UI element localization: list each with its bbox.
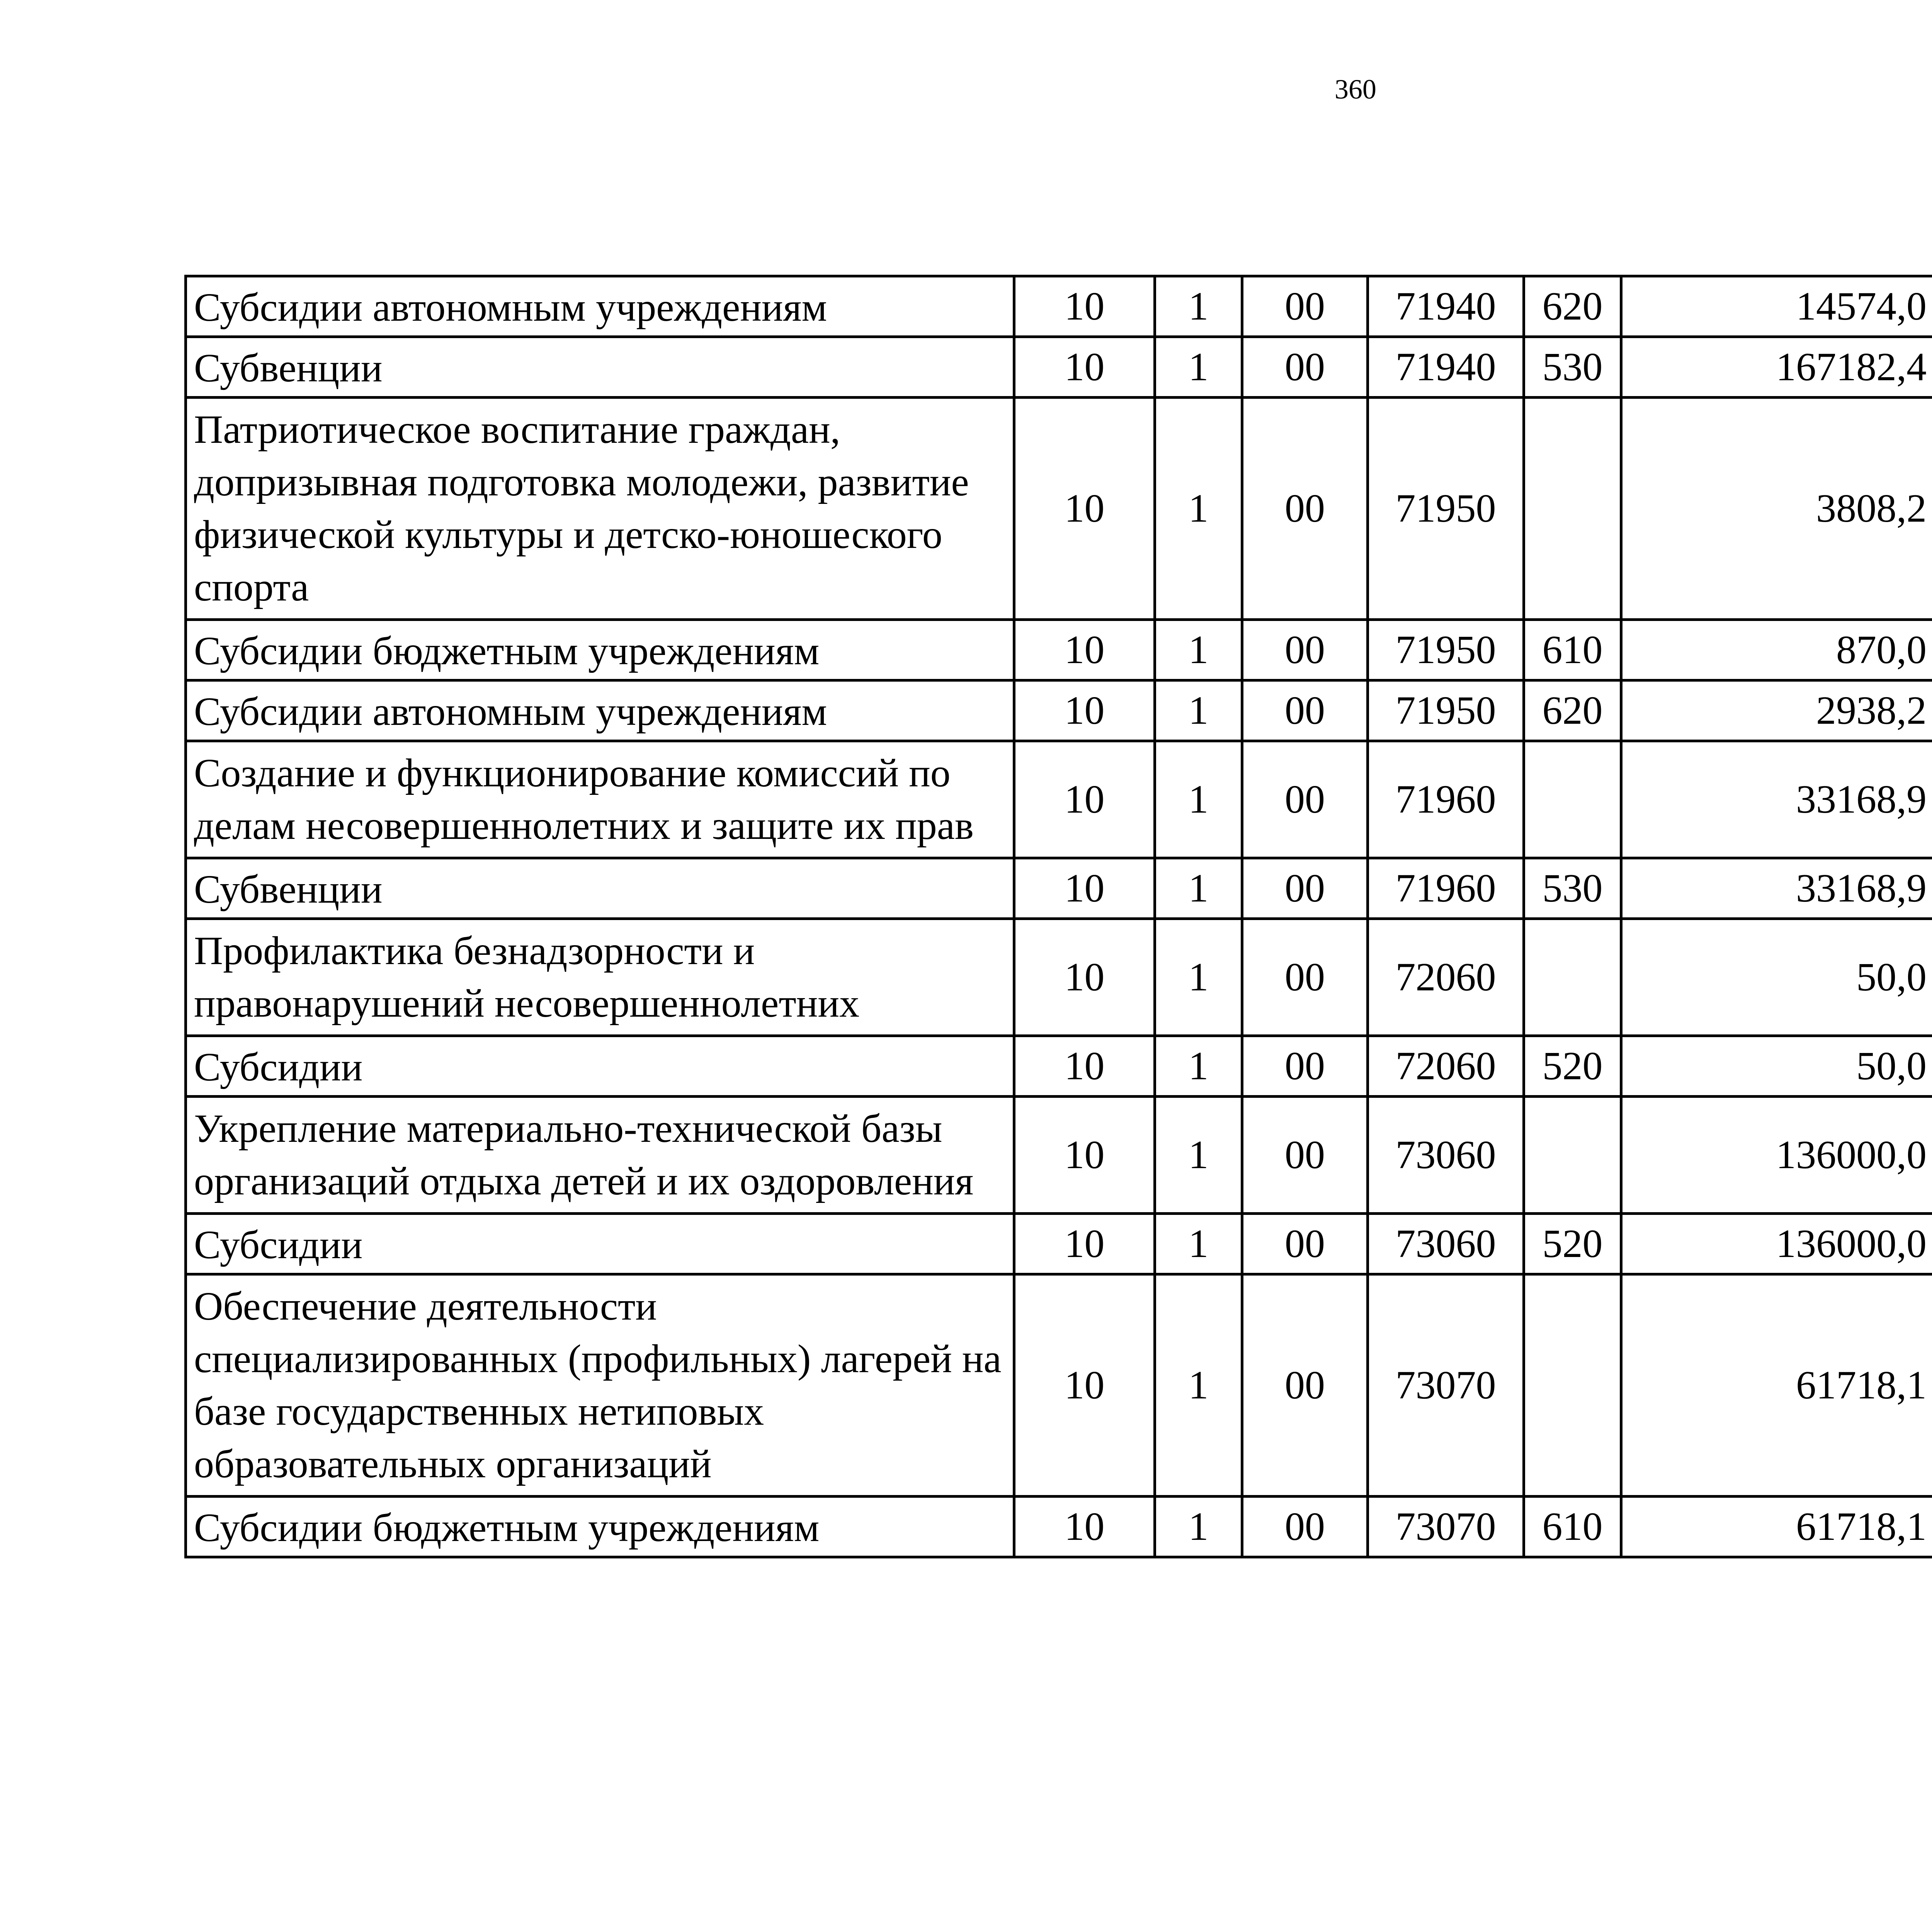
- table-row: [186, 276, 1932, 337]
- section-code: 10: [1014, 1214, 1155, 1274]
- expense-type-code: [1524, 1274, 1621, 1497]
- expense-type-code: [1524, 1097, 1621, 1214]
- amount-year-1: 14574,0: [1621, 276, 1932, 337]
- program-code: 00: [1242, 398, 1368, 620]
- subsection-code: 1: [1155, 1036, 1242, 1097]
- program-code: 00: [1242, 1497, 1368, 1557]
- expense-type-code: [1524, 919, 1621, 1036]
- subsection-code: 1: [1155, 680, 1242, 741]
- direction-code: 73070: [1368, 1497, 1524, 1557]
- row-name: Субвенции: [186, 858, 1014, 919]
- budget-table: [184, 275, 1932, 1558]
- section-code: 10: [1014, 276, 1155, 337]
- row-name: Обеспечение деятельности специализированных (профильных) лагерей на базе государственных нетиповых образовательных организаций: [186, 1274, 1014, 1497]
- subsection-code: 1: [1155, 337, 1242, 398]
- subsection-code: 1: [1155, 398, 1242, 620]
- program-code: 00: [1242, 1274, 1368, 1497]
- amount-year-1: 33168,9: [1621, 741, 1932, 858]
- direction-code: 73060: [1368, 1097, 1524, 1214]
- table-row: [186, 858, 1932, 919]
- section-code: 10: [1014, 1036, 1155, 1097]
- expense-type-code: 610: [1524, 620, 1621, 680]
- row-name: Укрепление материально-технической базы организаций отдыха детей и их оздоровления: [186, 1097, 1014, 1214]
- direction-code: 71940: [1368, 276, 1524, 337]
- subsection-code: 1: [1155, 276, 1242, 337]
- section-code: 10: [1014, 337, 1155, 398]
- table-row: [186, 620, 1932, 680]
- table-row: [186, 1274, 1932, 1497]
- row-name: Субсидии: [186, 1214, 1014, 1274]
- table-row: [186, 1036, 1932, 1097]
- subsection-code: 1: [1155, 1214, 1242, 1274]
- program-code: 00: [1242, 1036, 1368, 1097]
- row-name: Субвенции: [186, 337, 1014, 398]
- row-name: Создание и функционирование комиссий по делам несовершеннолетних и защите их прав: [186, 741, 1014, 858]
- program-code: 00: [1242, 858, 1368, 919]
- program-code: 00: [1242, 1214, 1368, 1274]
- row-name: Субсидии бюджетным учреждениям: [186, 620, 1014, 680]
- table-row: [186, 1497, 1932, 1557]
- table-row: [186, 1214, 1932, 1274]
- direction-code: 71950: [1368, 398, 1524, 620]
- amount-year-1: 870,0: [1621, 620, 1932, 680]
- subsection-code: 1: [1155, 1274, 1242, 1497]
- subsection-code: 1: [1155, 741, 1242, 858]
- section-code: 10: [1014, 1274, 1155, 1497]
- table-row: [186, 680, 1932, 741]
- amount-year-1: 136000,0: [1621, 1214, 1932, 1274]
- subsection-code: 1: [1155, 919, 1242, 1036]
- expense-type-code: 520: [1524, 1214, 1621, 1274]
- direction-code: 71960: [1368, 741, 1524, 858]
- expense-type-code: [1524, 398, 1621, 620]
- program-code: 00: [1242, 620, 1368, 680]
- program-code: 00: [1242, 276, 1368, 337]
- direction-code: 72060: [1368, 1036, 1524, 1097]
- table-body: [186, 276, 1932, 1557]
- program-code: 00: [1242, 919, 1368, 1036]
- section-code: 10: [1014, 1097, 1155, 1214]
- direction-code: 73070: [1368, 1274, 1524, 1497]
- program-code: 00: [1242, 680, 1368, 741]
- amount-year-1: 50,0: [1621, 919, 1932, 1036]
- expense-type-code: 530: [1524, 337, 1621, 398]
- direction-code: 71950: [1368, 680, 1524, 741]
- row-name: Патриотическое воспитание граждан, допризывная подготовка молодежи, развитие физической культуры и детско-юношеского спорта: [186, 398, 1014, 620]
- direction-code: 71940: [1368, 337, 1524, 398]
- amount-year-1: 136000,0: [1621, 1097, 1932, 1214]
- row-name: Профилактика безнадзорности и правонарушений несовершеннолетних: [186, 919, 1014, 1036]
- table-row: [186, 398, 1932, 620]
- expense-type-code: 530: [1524, 858, 1621, 919]
- row-name: Субсидии бюджетным учреждениям: [186, 1497, 1014, 1557]
- table-row: [186, 1097, 1932, 1214]
- program-code: 00: [1242, 741, 1368, 858]
- row-name: Субсидии автономным учреждениям: [186, 276, 1014, 337]
- section-code: 10: [1014, 741, 1155, 858]
- section-code: 10: [1014, 398, 1155, 620]
- expense-type-code: 520: [1524, 1036, 1621, 1097]
- expense-type-code: [1524, 741, 1621, 858]
- subsection-code: 1: [1155, 1497, 1242, 1557]
- program-code: 00: [1242, 337, 1368, 398]
- amount-year-1: 61718,1: [1621, 1497, 1932, 1557]
- expense-type-code: 620: [1524, 680, 1621, 741]
- section-code: 10: [1014, 680, 1155, 741]
- expense-type-code: 610: [1524, 1497, 1621, 1557]
- subsection-code: 1: [1155, 858, 1242, 919]
- section-code: 10: [1014, 1497, 1155, 1557]
- amount-year-1: 2938,2: [1621, 680, 1932, 741]
- section-code: 10: [1014, 919, 1155, 1036]
- table-row: [186, 741, 1932, 858]
- amount-year-1: 61718,1: [1621, 1274, 1932, 1497]
- table-row: [186, 919, 1932, 1036]
- direction-code: 71960: [1368, 858, 1524, 919]
- row-name: Субсидии автономным учреждениям: [186, 680, 1014, 741]
- amount-year-1: 167182,4: [1621, 337, 1932, 398]
- amount-year-1: 50,0: [1621, 1036, 1932, 1097]
- amount-year-1: 3808,2: [1621, 398, 1932, 620]
- section-code: 10: [1014, 620, 1155, 680]
- expense-type-code: 620: [1524, 276, 1621, 337]
- amount-year-1: 33168,9: [1621, 858, 1932, 919]
- section-code: 10: [1014, 858, 1155, 919]
- subsection-code: 1: [1155, 1097, 1242, 1214]
- direction-code: 73060: [1368, 1214, 1524, 1274]
- subsection-code: 1: [1155, 620, 1242, 680]
- row-name: Субсидии: [186, 1036, 1014, 1097]
- page-number: 360: [1335, 74, 1376, 105]
- direction-code: 72060: [1368, 919, 1524, 1036]
- table-row: [186, 337, 1932, 398]
- direction-code: 71950: [1368, 620, 1524, 680]
- program-code: 00: [1242, 1097, 1368, 1214]
